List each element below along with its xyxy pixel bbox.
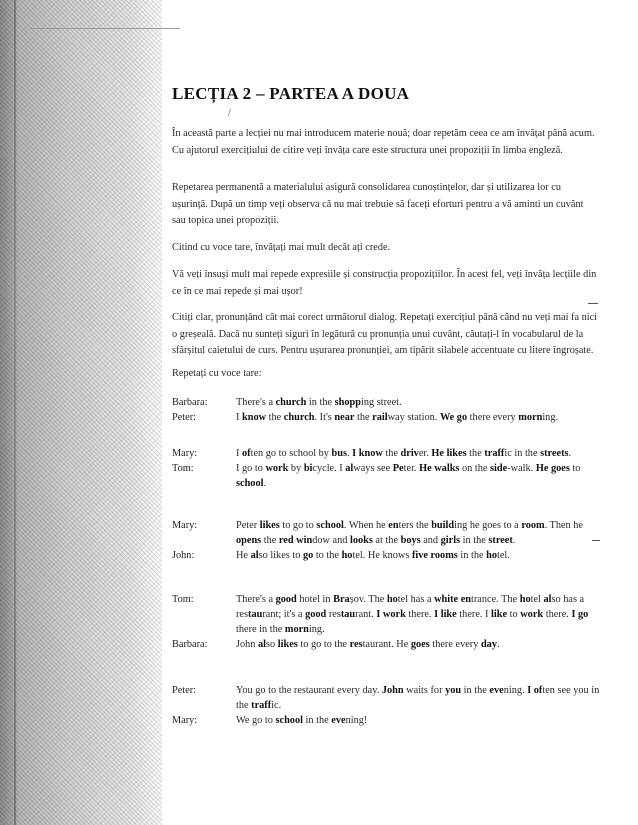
dialogue-turn [172, 637, 600, 652]
dialogue-line: Peter likes to go to school. When he enters the building he goes to a room. Then he opens the red window and looks at the boys and girls in the street. [236, 520, 583, 546]
intro-paragraph-5: Citiți clar, pronunțând cât mai corect următorul dialog. Repetați exercițiul până când nu veți mai fa nici o greșeală. Dacă nu sunteți siguri în legătură cu pronunția unui cuvânt, căutați-l în vocabularul de la sfârșitul caietului de curs. Pentru ușurarea pronunției, am tipărit silabele accentuate cu litere îngroșate. [172, 312, 598, 356]
speaker-name: Barbara: [172, 397, 208, 408]
dialogue-line: You go to the restaurant every day. John waits for you in the evening. I often see you in the traffic. [236, 685, 600, 711]
speaker-name: Mary: [172, 520, 198, 531]
speaker-name: Barbara: [172, 639, 208, 650]
dialogue-line: John also likes to go to the restaurant. He goes there every day. [236, 639, 500, 650]
pen-mark: / [228, 108, 231, 119]
dialogue-line: He also likes to go to the hotel. He knows five rooms in the hotel. [236, 550, 510, 561]
top-rule [30, 28, 180, 29]
intro-paragraph-6: Repetați cu voce tare: [172, 368, 262, 379]
binding-edge [14, 0, 16, 825]
binding-shadow [0, 0, 162, 825]
speaker-name: Tom: [172, 594, 194, 605]
dialogue-group-3 [172, 518, 600, 563]
dialogue-group-1 [172, 395, 600, 425]
dialogue-group-4 [172, 592, 600, 652]
dialogue-turn [172, 446, 600, 461]
dialogue-line: There's a church in the shopping street. [236, 397, 402, 408]
dialogue-group-5 [172, 683, 600, 728]
stray-mark [588, 303, 598, 304]
dialogue-line: We go to school in the evening! [236, 715, 368, 726]
dialogue-turn [172, 395, 600, 410]
dialogue-line: There's a good hotel in Brașov. The hotel has a white entrance. The hotel also has a restaurant; it's a good restaurant. I work there. I like there. I like to work there. I go there in the morning. [236, 594, 589, 635]
intro-paragraph-3: Citind cu voce tare, învățați mai mult decât ați crede. [172, 242, 391, 253]
intro-paragraph-2: Repetarea permanentă a materialului asigură consolidarea cunoștințelor, dar și utilizarea lor cu ușurință. După un timp veți observa că nu mai trebuie să faceți eforturi pentru a vă aminti un cuvânt sau topica unei propoziții. [172, 182, 584, 226]
dialogue-line: I often go to school by bus. I know the driver. He likes the traffic in the streets. [236, 448, 572, 459]
speaker-name: Peter: [172, 685, 197, 696]
dialogue-turn [172, 548, 600, 563]
speaker-name: Tom: [172, 463, 194, 474]
dialogue-turn [172, 518, 600, 548]
intro-paragraph-4: Vă veți însuși mult mai repede expresiile și construcția propozițiilor. În acest fel, veți învăța lecțiile din ce în ce mai repede și mai ușor! [172, 269, 597, 297]
dialogue-group-2 [172, 446, 600, 491]
speaker-name: Mary: [172, 715, 198, 726]
speaker-name: John: [172, 550, 195, 561]
dialogue-turn [172, 410, 600, 425]
dialogue-line: I know the church. It's near the railway station. We go there every morning. [236, 412, 559, 423]
speaker-name: Mary: [172, 448, 198, 459]
dialogue-turn [172, 592, 600, 637]
lesson-title: LECȚIA 2 – PARTEA A DOUA [172, 84, 410, 103]
intro-paragraph-1: În această parte a lecției nu mai introducem materie nouă; doar repetăm ceea ce am învățat până acum. Cu ajutorul exercițiului de citire veți învăța care este structura unei propoziții în limba engleză. [172, 128, 595, 156]
dialogue-line: I go to work by bicycle. I always see Peter. He walks on the side-walk. He goes to school. [236, 463, 581, 489]
speaker-name: Peter: [172, 412, 197, 423]
dialogue-turn [172, 461, 600, 491]
dialogue-turn [172, 713, 600, 728]
dialogue-turn [172, 683, 600, 713]
